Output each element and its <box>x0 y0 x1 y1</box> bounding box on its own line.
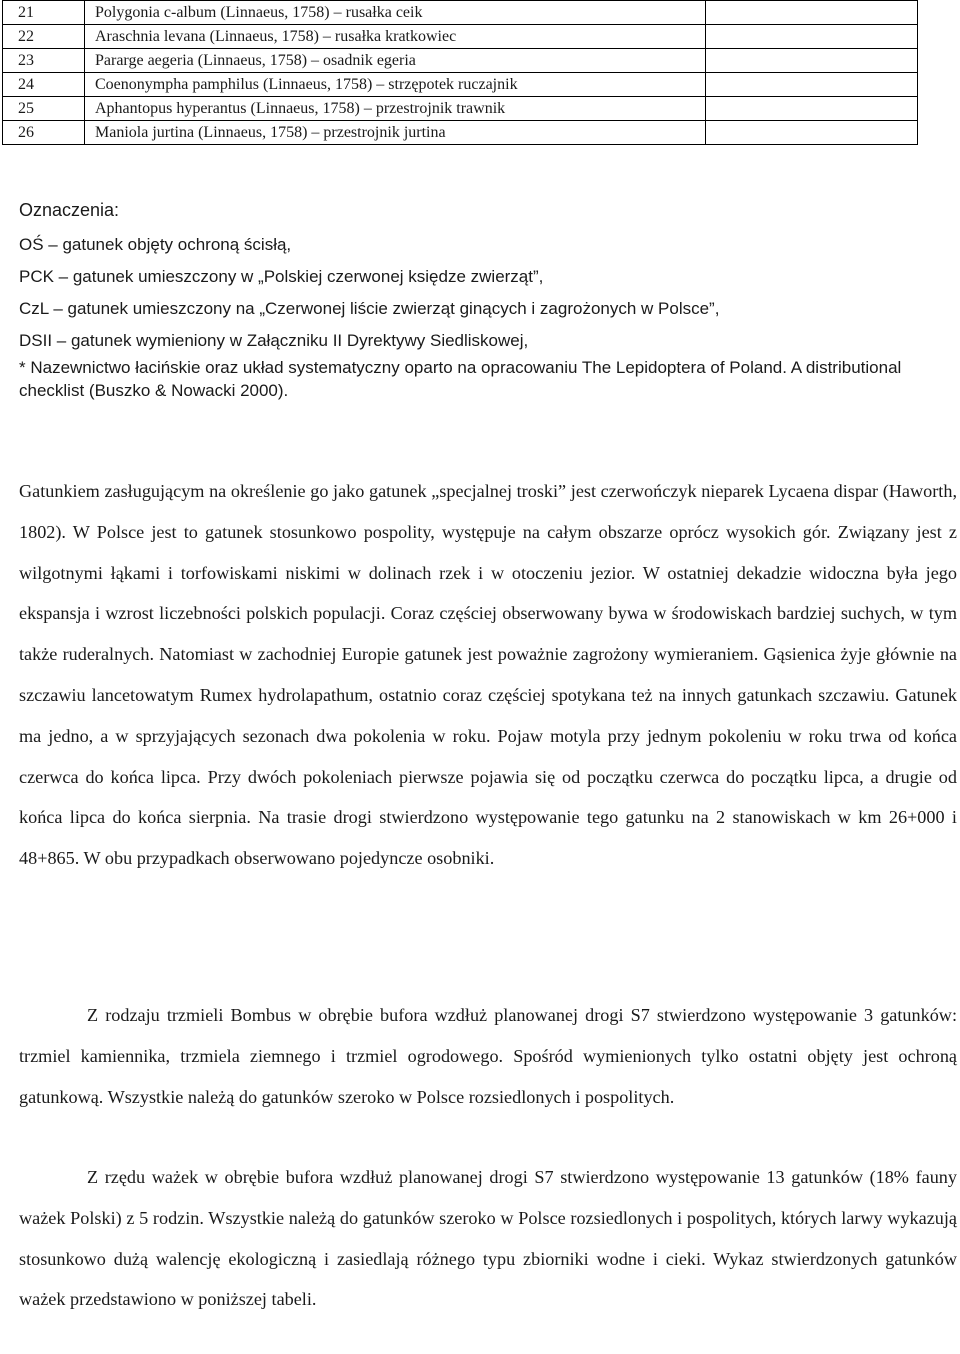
legend-title: Oznaczenia: <box>19 200 120 220</box>
species-name: Polygonia c-album (Linnaeus, 1758) – rusałka ceik <box>85 1 706 25</box>
paragraph-dragonflies: Z rzędu ważek w obrębie bufora wzdłuż planowanej drogi S7 stwierdzono występowanie 13 gatunków (18% fauny ważek Polski) z 5 rodzin. Wszystkie należą do gatunków szeroko w Polsce rozsiedlonych i pospolitych, których larwy wykazują stosunkowo dużą walencję ekologiczną i zasiedlają różnego typu zbiorniki wodne i cieki. Wykaz stwierdzonych gatunków ważek przedstawiono w poniższej tabeli. <box>19 1167 957 1310</box>
paragraph-bombus: Z rodzaju trzmieli Bombus w obrębie bufora wzdłuż planowanej drogi S7 stwierdzono występowanie 3 gatunków: trzmiel kamiennika, trzmiela ziemnego i trzmiel ogrodowego. Spośród wymienionych tylko ostatni objęty jest ochroną gatunkową. Wszystkie należą do gatunków szeroko w Polsce rozsiedlonych i pospolitych. <box>19 1005 957 1107</box>
species-table <box>2 0 918 145</box>
row-number: 26 <box>3 121 85 145</box>
table-row <box>3 49 918 73</box>
legend-item-czl: CzL – gatunek umieszczony na „Czerwonej liście zwierząt ginących i zagrożonych w Polsce”, <box>19 299 720 318</box>
row-number: 25 <box>3 97 85 121</box>
legend-item-os: OŚ – gatunek objęty ochroną ścisłą, <box>19 235 292 254</box>
row-number: 24 <box>3 73 85 97</box>
table-row <box>3 121 918 145</box>
species-name: Araschnia levana (Linnaeus, 1758) – rusałka kratkowiec <box>85 25 706 49</box>
table-row <box>3 1 918 25</box>
legend <box>19 235 949 402</box>
species-name: Maniola jurtina (Linnaeus, 1758) – przestrojnik jurtina <box>85 121 706 145</box>
species-status <box>706 25 918 49</box>
row-number: 22 <box>3 25 85 49</box>
legend-item-dsii: DSII – gatunek wymieniony w Załączniku II Dyrektywy Siedliskowej, <box>19 331 529 350</box>
species-status <box>706 49 918 73</box>
table-row <box>3 73 918 97</box>
species-status <box>706 121 918 145</box>
species-name: Pararge aegeria (Linnaeus, 1758) – osadnik egeria <box>85 49 706 73</box>
species-status <box>706 97 918 121</box>
row-number: 23 <box>3 49 85 73</box>
species-status <box>706 73 918 97</box>
species-name: Aphantopus hyperantus (Linnaeus, 1758) – przestrojnik trawnik <box>85 97 706 121</box>
paragraph-lycaena: Gatunkiem zasługującym na określenie go jako gatunek „specjalnej troski” jest czerwończyk nieparek Lycaena dispar (Haworth, 1802). W Polsce jest to gatunek stosunkowo pospolity, występuje na całym obszarze oprócz wysokich gór. Związany jest z wilgotnymi łąkami i torfowiskami niskimi w dolinach rzek i w otoczeniu jezior. W ostatniej dekadzie widoczna była jego ekspansja i wzrost liczebności polskich populacji. Coraz częściej obserwowany bywa w środowiskach bardziej suchych, w tym także ruderalnych. Natomiast w zachodniej Europie gatunek jest poważnie zagrożony wymieraniem. Gąsienica żyje głównie na szczawiu lancetowatym Rumex hydrolapathum, ostatnio coraz częściej spotykana też na innych gatunkach szczawiu. Gatunek ma jedno, a w sprzyjających sezonach dwa pokolenia w roku. Pojaw motyla przy jednym pokoleniu w roku trwa od końca czerwca do końca lipca. Przy dwóch pokoleniach pierwsze pojawia się od początku czerwca do początku lipca, a drugie od końca lipca do końca sierpnia. Na trasie drogi stwierdzono występowanie tego gatunku na 2 stanowiskach w km 26+000 i 48+865. W obu przypadkach obserwowano pojedyncze osobniki. <box>19 481 957 869</box>
legend-note: * Nazewnictwo łacińskie oraz układ systematyczny oparto na opracowaniu The Lepidoptera of Poland. A distributional checklist (Buszko & Nowacki 2000). <box>19 358 902 400</box>
species-name: Coenonympha pamphilus (Linnaeus, 1758) – strzępotek ruczajnik <box>85 73 706 97</box>
table-row <box>3 25 918 49</box>
legend-item-pck: PCK – gatunek umieszczony w „Polskiej czerwonej księdze zwierząt”, <box>19 267 544 286</box>
table-row <box>3 97 918 121</box>
species-status <box>706 1 918 25</box>
row-number: 21 <box>3 1 85 25</box>
